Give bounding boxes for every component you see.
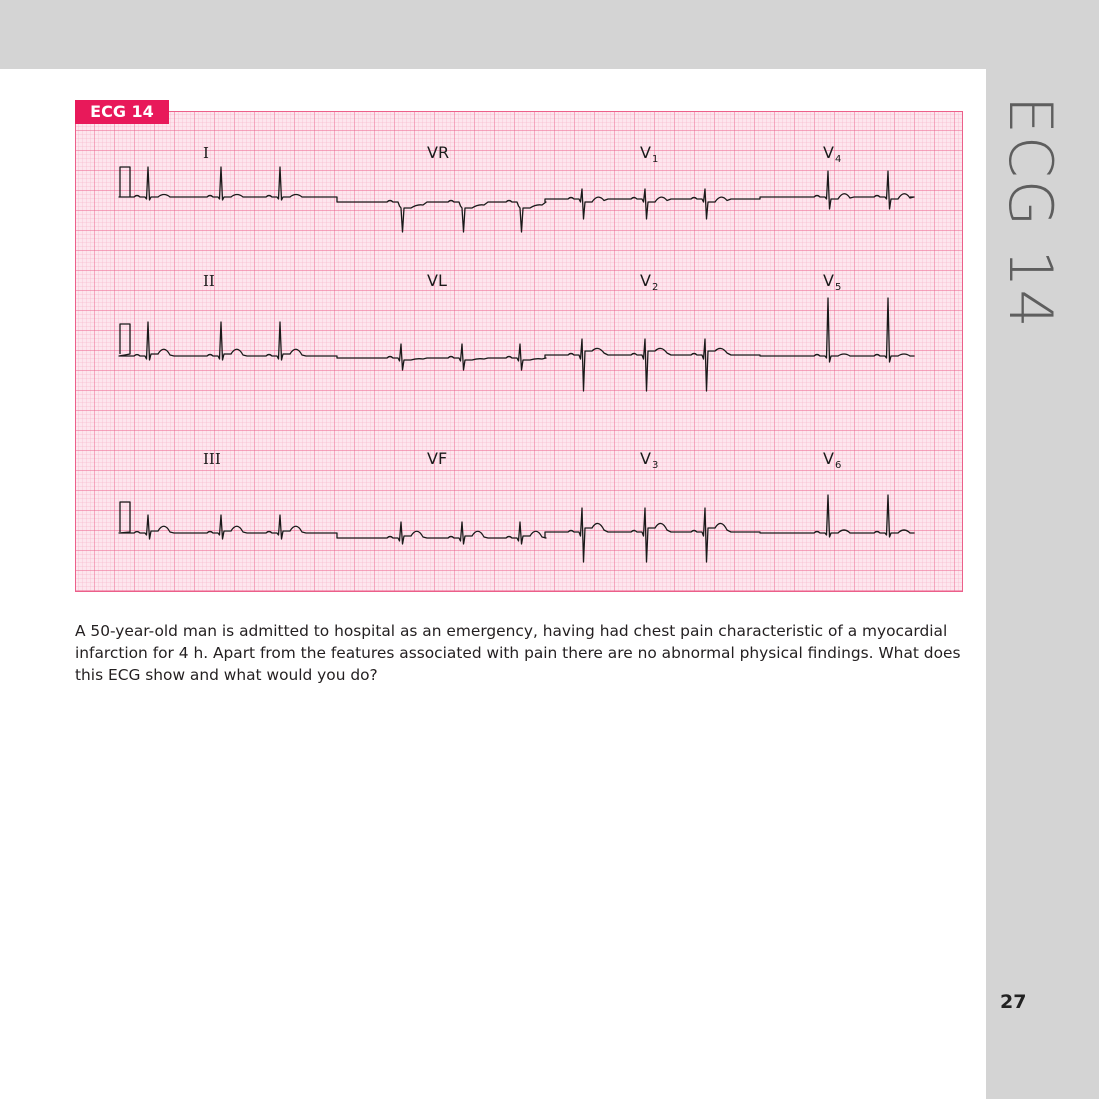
figure-label: ECG 14 bbox=[75, 100, 169, 124]
lead-label: VL bbox=[427, 271, 447, 290]
page-number: 27 bbox=[1000, 991, 1027, 1013]
lead-label: II bbox=[203, 272, 215, 290]
side-title: ECG 14 bbox=[995, 96, 1065, 330]
lead-label: $V_2$ bbox=[640, 271, 659, 293]
lead-label: VF bbox=[427, 449, 448, 468]
ecg-tracing bbox=[75, 111, 963, 592]
lead-label: $V_1$ bbox=[640, 143, 659, 165]
lead-label: VR bbox=[427, 143, 450, 162]
lead-label: $V_5$ bbox=[823, 271, 842, 293]
lead-label: $V_4$ bbox=[823, 143, 842, 165]
lead-label: $V_6$ bbox=[823, 449, 842, 471]
lead-label: III bbox=[203, 450, 221, 468]
lead-label: $V_3$ bbox=[640, 449, 659, 471]
lead-label: I bbox=[203, 144, 209, 162]
top-band bbox=[0, 0, 1099, 69]
question-text: A 50-year-old man is admitted to hospital as an emergency, having had chest pain characteristic of a myocardial infarction for 4 h. Apart from the features associated with pain there are no abnormal physical findings. What does this ECG show and what would you do? bbox=[75, 622, 961, 684]
